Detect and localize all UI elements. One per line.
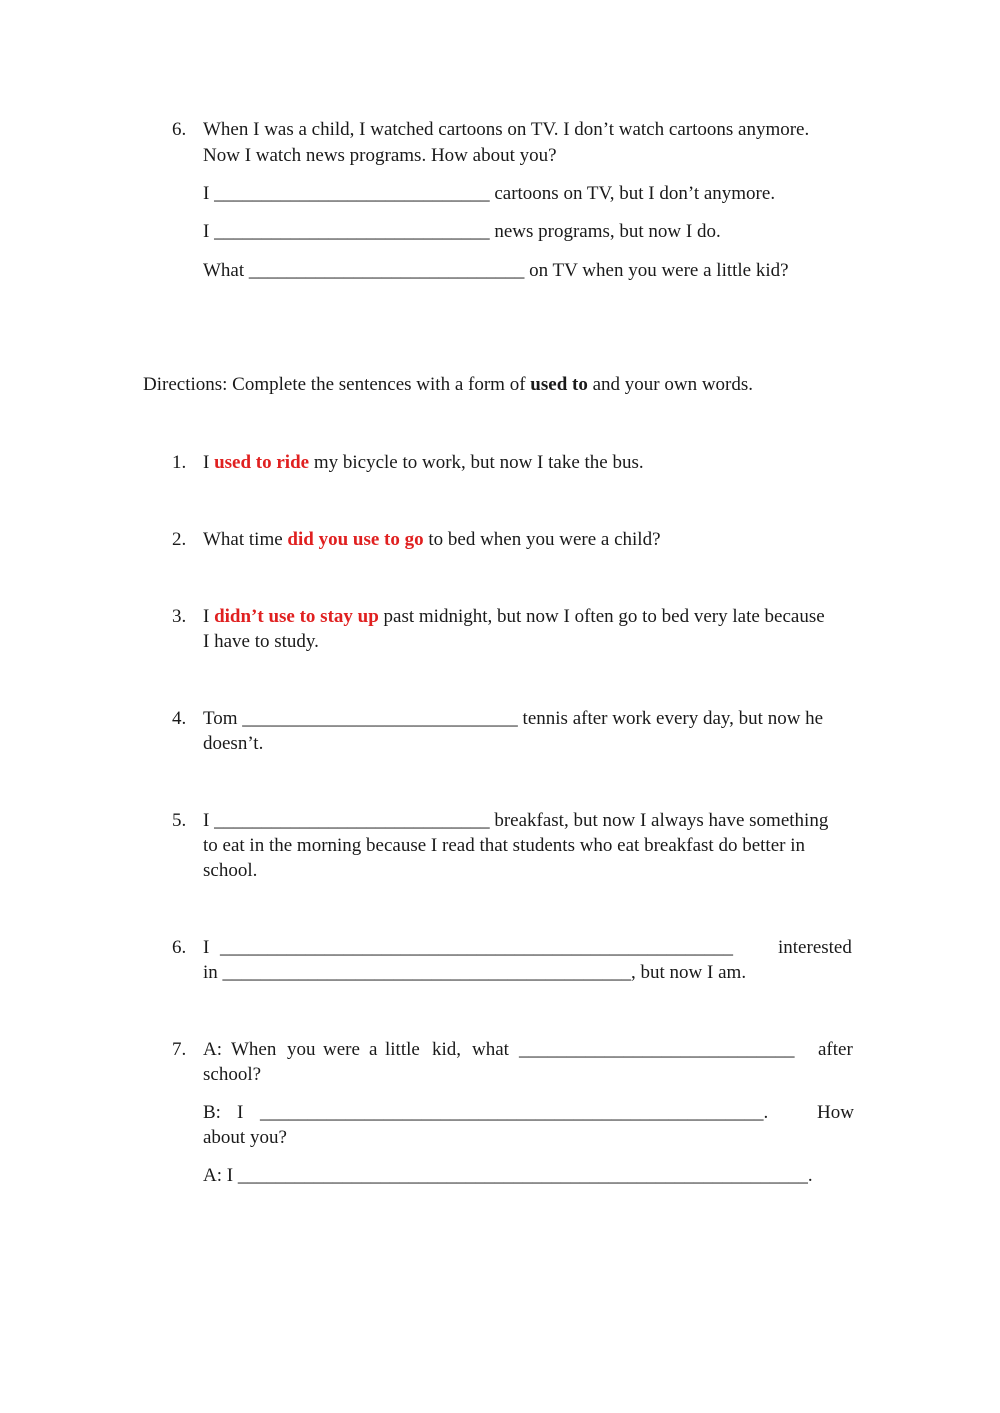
item-1-sentence bbox=[203, 451, 644, 475]
dialogue-word: When bbox=[231, 1039, 277, 1060]
dialogue-continuation: about you? bbox=[203, 1127, 287, 1148]
item-number: 1. bbox=[172, 452, 187, 473]
dialogue-blank: _____________________________________________________. bbox=[260, 1102, 769, 1123]
answer-text: didn’t use to stay up bbox=[214, 606, 379, 627]
item-5-sentence: I _____________________________ breakfast, but now I always have something bbox=[203, 810, 829, 831]
dialogue-word: you bbox=[287, 1039, 316, 1060]
item-3-sentence bbox=[203, 605, 825, 629]
dialogue-word: little bbox=[385, 1039, 420, 1060]
question-text: When I was a child, I watched cartoons on TV. I don’t watch cartoons anymore. bbox=[203, 119, 810, 140]
item-4-continuation: doesn’t. bbox=[203, 733, 264, 754]
sentence-start: I bbox=[203, 606, 215, 627]
item-3-continuation: I have to study. bbox=[203, 631, 319, 652]
item-6-word: I bbox=[203, 937, 210, 958]
directions-prefix: Directions: Complete the sentences with a form of bbox=[143, 374, 531, 395]
item-5-continuation: school. bbox=[203, 860, 258, 881]
question-text: Now I watch news programs. How about you? bbox=[203, 145, 557, 166]
dialogue-word: after bbox=[818, 1039, 853, 1060]
item-6-word: interested bbox=[778, 937, 852, 958]
sentence-end: past midnight, but now I often go to bed very late because bbox=[378, 606, 825, 627]
item-number: 6. bbox=[172, 937, 187, 958]
question-number: 6. bbox=[172, 119, 187, 140]
item-4-sentence: Tom _____________________________ tennis after work every day, but now he bbox=[203, 708, 824, 729]
dialogue-word: a bbox=[369, 1039, 378, 1060]
dialogue-word: A: bbox=[203, 1039, 222, 1060]
answer-text: used to ride bbox=[214, 452, 310, 473]
dialogue-word: I bbox=[237, 1102, 244, 1123]
sentence-start: I bbox=[203, 452, 215, 473]
answer-text: did you use to go bbox=[287, 529, 424, 550]
item-5-continuation: to eat in the morning because I read that students who eat breakfast do better in bbox=[203, 835, 805, 856]
dialogue-continuation: school? bbox=[203, 1064, 262, 1085]
sentence-end: to bed when you were a child? bbox=[423, 529, 661, 550]
item-number: 7. bbox=[172, 1039, 187, 1060]
item-number: 2. bbox=[172, 529, 187, 550]
fill-in-sentence: I _____________________________ cartoons on TV, but I don’t anymore. bbox=[203, 183, 776, 204]
dialogue-word: what bbox=[472, 1039, 509, 1060]
dialogue-word: kid, bbox=[432, 1039, 462, 1060]
item-number: 4. bbox=[172, 708, 187, 729]
dialogue-word: were bbox=[323, 1039, 360, 1060]
directions-suffix: and your own words. bbox=[587, 374, 754, 395]
fill-in-sentence: I _____________________________ news programs, but now I do. bbox=[203, 221, 721, 242]
dialogue-word: How bbox=[817, 1102, 854, 1123]
item-6-continuation: in ___________________________________________, but now I am. bbox=[203, 962, 747, 983]
directions-keyword: used to bbox=[530, 374, 588, 395]
dialogue-blank: _____________________________ bbox=[519, 1039, 795, 1060]
dialogue-speaker: B: bbox=[203, 1102, 221, 1123]
item-number: 5. bbox=[172, 810, 187, 831]
directions bbox=[143, 373, 753, 397]
dialogue-line: A: I ____________________________________________________________. bbox=[203, 1165, 813, 1186]
item-6-blank: ______________________________________________________ bbox=[220, 937, 733, 958]
item-2-sentence bbox=[203, 528, 661, 552]
sentence-end: my bicycle to work, but now I take the bus. bbox=[309, 452, 644, 473]
fill-in-sentence: What _____________________________ on TV when you were a little kid? bbox=[203, 260, 789, 281]
item-number: 3. bbox=[172, 606, 187, 627]
sentence-start: What time bbox=[203, 529, 288, 550]
